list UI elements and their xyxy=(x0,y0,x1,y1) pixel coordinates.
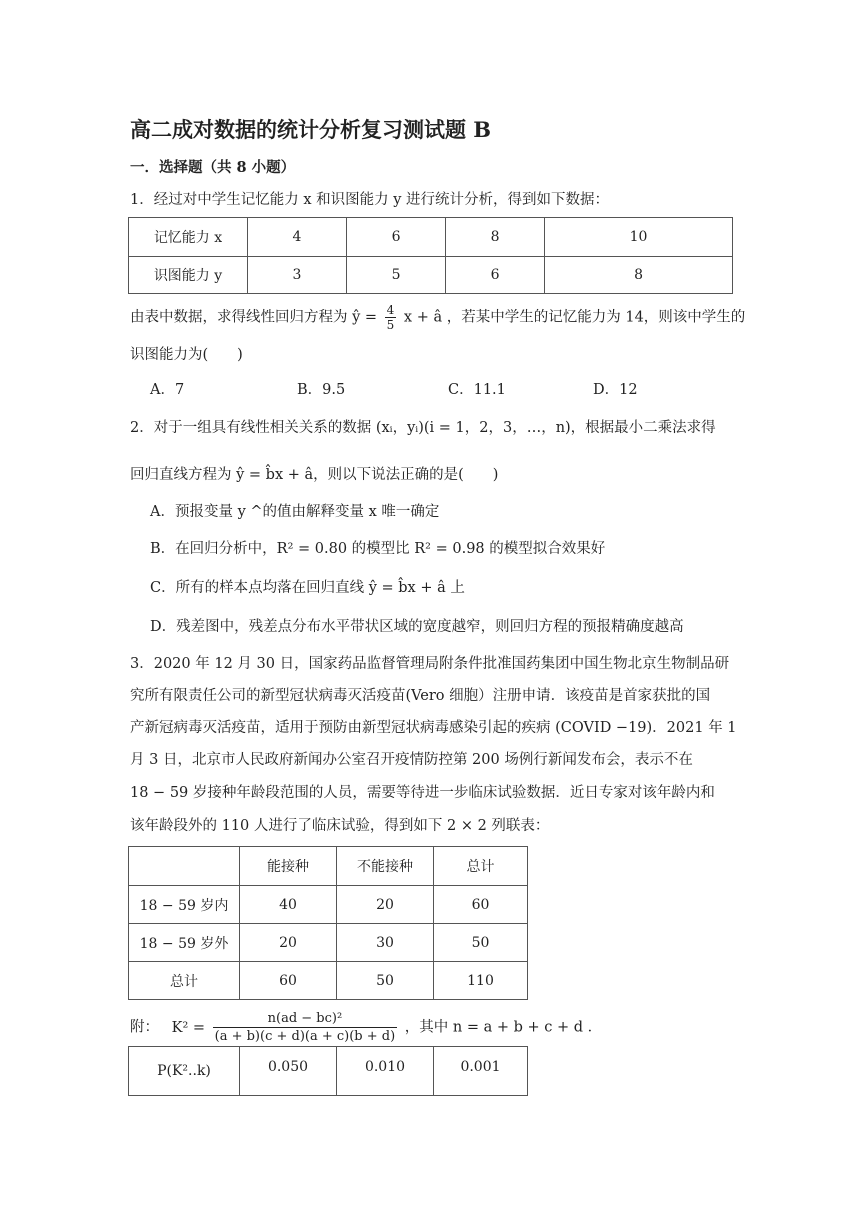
table-cell: 3 xyxy=(248,257,347,294)
q2-option-a: A．预报变量 y ^的值由解释变量 x 唯一确定 xyxy=(150,504,440,520)
formula-fraction xyxy=(213,1010,398,1045)
page-title: 高二成对数据的统计分析复习测试题 B xyxy=(130,117,492,142)
table-row xyxy=(129,924,528,962)
q1-option-c: C．11.1 xyxy=(448,382,506,398)
table-header-cell: 不能接种 xyxy=(337,847,434,886)
formula-suffix: ，其中 n = a + b + c + d ． xyxy=(404,1019,603,1036)
q1-data-table xyxy=(128,217,733,294)
table-cell: 8 xyxy=(446,218,545,257)
table-cell: 18 − 59 岁内 xyxy=(129,886,240,924)
formula-lhs: K² = xyxy=(171,1019,206,1036)
q2-option-b: B．在回归分析中，R² = 0.80 的模型比 R² = 0.98 的模型拟合效果好 xyxy=(150,541,606,557)
table-cell: 50 xyxy=(337,962,434,1000)
q3-line: 月 3 日，北京市人民政府新闻办公室召开疫情防控第 200 场例行新闻发布会，表示不在 xyxy=(130,752,693,768)
q1-eq-lhs: ŷ = xyxy=(352,309,382,326)
q2-line1: 2．对于一组具有线性相关关系的数据 (xᵢ，yᵢ)(i = 1，2，3，…，n)，根据最小二乘法求得 xyxy=(130,420,716,436)
q3-contingency-table xyxy=(128,846,528,1000)
q1-option-a: A．7 xyxy=(150,382,185,398)
table-cell: 20 xyxy=(240,924,337,962)
q1-text-line2: 识图能力为( ) xyxy=(130,347,243,363)
q2-option-c: C．所有的样本点均落在回归直线 ŷ = b̂x + â 上 xyxy=(150,580,465,596)
q3-line: 究所有限责任公司的新型冠状病毒灭活疫苗(Vero 细胞）注册申请．该疫苗是首家获批的国 xyxy=(130,688,711,704)
q3-line: 该年龄段外的 110 人进行了临床试验，得到如下 2 × 2 列联表： xyxy=(130,818,550,834)
formula-numerator: n(ad − bc)² xyxy=(213,1010,398,1028)
table-header-cell xyxy=(129,847,240,886)
table-cell: 50 xyxy=(434,924,528,962)
table-header-cell: 总计 xyxy=(434,847,528,886)
fraction-denominator: 5 xyxy=(386,318,395,332)
table-row xyxy=(129,962,528,1000)
fraction-numerator: 4 xyxy=(386,303,395,317)
table-cell: 10 xyxy=(545,218,733,257)
table-cell: 110 xyxy=(434,962,528,1000)
q1-text-line1 xyxy=(130,303,745,332)
table-cell: 6 xyxy=(347,218,446,257)
q1-eq-rhs: x + â xyxy=(403,309,443,326)
table-row xyxy=(129,257,733,294)
table-cell: 30 xyxy=(337,924,434,962)
table-cell: P(K²..k) xyxy=(129,1047,240,1096)
table-cell: 8 xyxy=(545,257,733,294)
table-cell: 18 − 59 岁外 xyxy=(129,924,240,962)
table-header-row xyxy=(129,847,528,886)
table-cell: 60 xyxy=(240,962,337,1000)
table-row xyxy=(129,886,528,924)
q2-option-d: D．残差图中，残差点分布水平带状区域的宽度越窄，则回归方程的预报精确度越高 xyxy=(150,619,684,635)
table-cell: 4 xyxy=(248,218,347,257)
table-row xyxy=(129,1047,528,1096)
table-cell: 0.001 xyxy=(434,1047,528,1096)
q3-line: 产新冠病毒灭活疫苗，适用于预防由新型冠状病毒感染引起的疾病 (COVID −19)．2021 年 1 xyxy=(130,720,737,736)
q3-formula xyxy=(130,1010,602,1045)
table-cell: 0.010 xyxy=(337,1047,434,1096)
formula-denominator: (a + b)(c + d)(a + c)(b + d) xyxy=(214,1029,396,1044)
table-cell: 0.050 xyxy=(240,1047,337,1096)
q2-line2: 回归直线方程为 ŷ = b̂x + â，则以下说法正确的是( ) xyxy=(130,467,499,483)
table-cell: 识图能力 y xyxy=(129,257,248,294)
table-cell: 20 xyxy=(337,886,434,924)
q1-text-a: 由表中数据，求得线性回归方程为 xyxy=(130,309,348,326)
formula-prefix: 附： xyxy=(130,1019,159,1036)
table-cell: 40 xyxy=(240,886,337,924)
table-header-cell: 能接种 xyxy=(240,847,337,886)
q1-stem: 1．经过对中学生记忆能力 x 和识图能力 y 进行统计分析，得到如下数据： xyxy=(130,192,610,208)
section-heading: 一．选择题（共 8 小题） xyxy=(130,159,296,176)
q3-probability-table xyxy=(128,1046,528,1096)
table-cell: 5 xyxy=(347,257,446,294)
q3-line: 18 − 59 岁接种年龄段范围的人员，需要等待进一步临床试验数据．近日专家对该年龄内和 xyxy=(130,785,715,801)
table-cell: 6 xyxy=(446,257,545,294)
q1-option-b: B．9.5 xyxy=(297,382,346,398)
q3-line: 3．2020 年 12 月 30 日，国家药品监督管理局附条件批准国药集团中国生物北京生物制品研 xyxy=(130,656,730,672)
q1-option-d: D．12 xyxy=(593,382,638,398)
q1-fraction xyxy=(385,303,397,332)
table-cell: 总计 xyxy=(129,962,240,1000)
table-cell: 60 xyxy=(434,886,528,924)
table-row xyxy=(129,218,733,257)
table-cell: 记忆能力 x xyxy=(129,218,248,257)
q1-text-b: ，若某中学生的记忆能力为 14，则该中学生的 xyxy=(446,309,746,326)
